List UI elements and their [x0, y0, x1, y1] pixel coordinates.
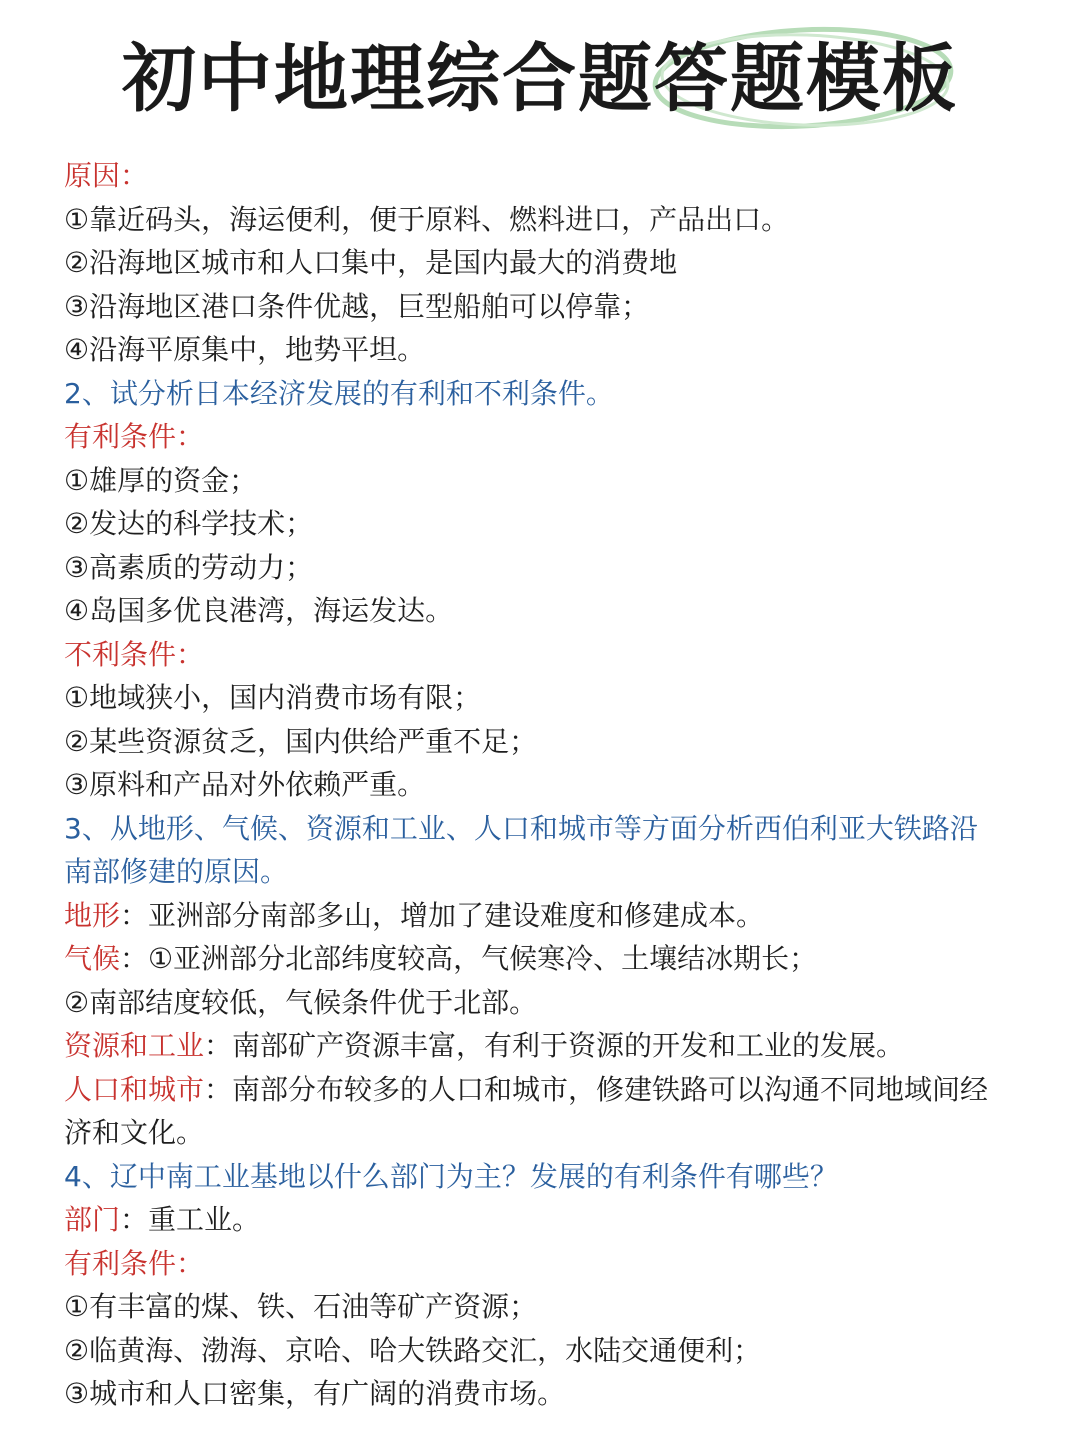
section-heading: 不利条件：: [64, 637, 205, 671]
answer-line: ③原料和产品对外依赖严重。: [64, 768, 426, 801]
section-heading: 原因：: [64, 159, 149, 192]
content-body: [64, 154, 1024, 1416]
answer-label: 气候: [64, 942, 121, 975]
labeled-answer-line: [64, 1068, 1024, 1112]
labeled-answer-line: [64, 1198, 1024, 1242]
labeled-answer-line: [64, 894, 1024, 938]
answer-line: ③高素质的劳动力；: [64, 550, 314, 584]
answer-line: ④沿海平原集中，地势平坦。: [64, 333, 426, 366]
answer-line: ②发达的科学技术；: [64, 507, 314, 540]
title-area: [0, 22, 1080, 142]
answer-line: ③城市和人口密集，有广阔的消费市场。: [64, 1377, 566, 1410]
question-text: 2、试分析日本经济发展的有利和不利条件。: [64, 376, 614, 410]
answer-label: 地形: [64, 898, 121, 932]
question-text: 南部修建的原因。: [64, 855, 289, 888]
answer-text: ：①亚洲部分北部纬度较高，气候寒冷、土壤结冰期长；: [120, 942, 818, 975]
answer-line: ④岛国多优良港湾，海运发达。: [64, 594, 454, 627]
section-heading: 有利条件：: [64, 1246, 205, 1280]
answer-text: ：南部分布较多的人口和城市，修建铁路可以沟通不同地域间经: [204, 1072, 989, 1106]
question-text: 4、辽中南工业基地以什么部门为主？发展的有利条件有哪些？: [64, 1159, 838, 1193]
answer-line: ③沿海地区港口条件优越，巨型船舶可以停靠；: [64, 289, 650, 323]
answer-line: ②临黄海、渤海、京哈、哈大铁路交汇，水陆交通便利；: [64, 1333, 762, 1367]
question-text: 3、从地形、气候、资源和工业、人口和城市等方面分析西伯利亚大铁路沿: [64, 811, 978, 845]
page-title: 初中地理综合题答题模板: [122, 36, 958, 122]
answer-line: 济和文化。: [64, 1116, 205, 1149]
answer-line: ②某些资源贫乏，国内供给严重不足；: [64, 724, 538, 758]
answer-text: ：亚洲部分南部多山，增加了建设难度和修建成本。: [120, 898, 765, 932]
answer-line: ①地域狭小，国内消费市场有限；: [64, 681, 482, 714]
labeled-answer-line: [64, 1024, 1024, 1068]
answer-line: ②沿海地区城市和人口集中，是国内最大的消费地: [64, 246, 678, 279]
answer-text: ：南部矿产资源丰富，有利于资源的开发和工业的发展。: [204, 1029, 905, 1062]
section-heading: 有利条件：: [64, 420, 205, 453]
answer-label: 人口和城市: [64, 1072, 205, 1106]
labeled-answer-line: [64, 937, 1024, 981]
answer-label: 部门: [64, 1203, 121, 1236]
answer-line: ②南部结度较低，气候条件优于北部。: [64, 985, 538, 1019]
answer-text: ：重工业。: [120, 1203, 261, 1236]
answer-line: ①雄厚的资金；: [64, 463, 258, 497]
answer-line: ①靠近码头，海运便利，便于原料、燃料进口，产品出口。: [64, 202, 790, 236]
answer-label: 资源和工业: [64, 1029, 205, 1062]
answer-line: ①有丰富的煤、铁、石油等矿产资源；: [64, 1290, 538, 1323]
